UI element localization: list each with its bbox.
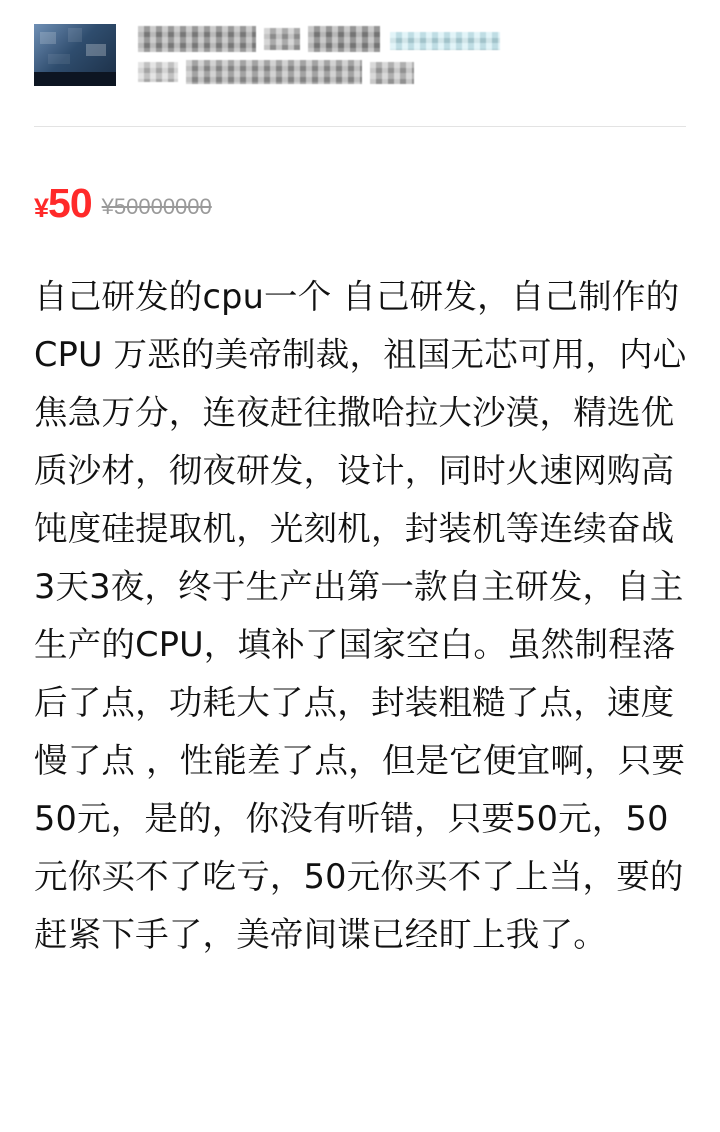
seller-info bbox=[138, 22, 686, 102]
currency-symbol: ¥ bbox=[34, 193, 49, 223]
avatar-pixel-block bbox=[86, 44, 106, 56]
seller-avatar[interactable] bbox=[34, 24, 116, 86]
price-block bbox=[0, 127, 720, 224]
seller-subtitle-redacted-3 bbox=[370, 62, 414, 84]
seller-name-redacted-2 bbox=[264, 28, 300, 50]
avatar-pixel-block bbox=[40, 32, 56, 44]
seller-badge-redacted bbox=[390, 32, 500, 50]
avatar-pixel-block bbox=[48, 54, 70, 64]
seller-subtitle-redacted-1 bbox=[138, 62, 178, 82]
seller-name-redacted bbox=[138, 26, 256, 52]
avatar-pixel-block bbox=[68, 28, 82, 42]
original-price: ¥50000000 bbox=[101, 194, 212, 219]
seller-name-redacted-3 bbox=[308, 26, 380, 52]
current-price: 50 bbox=[48, 180, 92, 226]
seller-subtitle-redacted-2 bbox=[186, 60, 362, 84]
seller-header[interactable] bbox=[0, 0, 720, 100]
listing-description: 自己研发的cpu一个 自己研发，自己制作的CPU 万恶的美帝制裁，祖国无芯可用，内心焦急万分，连夜赶往撒哈拉大沙漠，精选优质沙材，彻夜研发，设计，同时火速网购高饨度硅提取机，光刻机，封装机等连续奋战3天3夜，终于生产出第一款自主研发，自主生产的CPU，填补了国家空白。虽然制程落后了点，功耗大了点，封装粗糙了点，速度慢了点 ，性能差了点，但是它便宜啊，只要50元，是的，你没有听错，只要50元，50元你买不了吃亏，50元你买不了上当，要的赶紧下手了，美帝间谍已经盯上我了。 bbox=[34, 277, 687, 954]
